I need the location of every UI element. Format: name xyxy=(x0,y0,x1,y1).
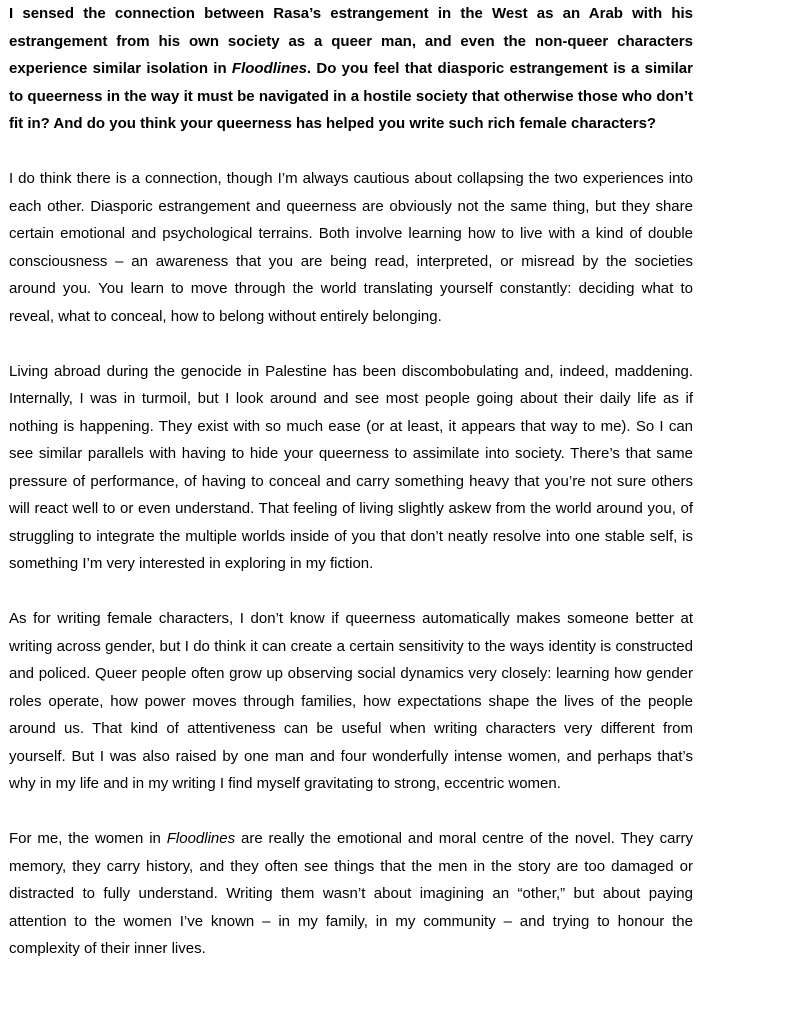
interview-question xyxy=(9,0,693,138)
question-text-after-title: . Do you feel that diasporic estrangement is a similar to queerness in the way it must be navigated in a hostile society that otherwise those who don’t fit in? And do you think your queerness has helped you write such rich female characters? xyxy=(9,60,693,132)
answer-paragraph-2: Living abroad during the genocide in Palestine has been discombobulating and, indeed, maddening. Internally, I was in turmoil, but I look around and see most people going about their daily life as if nothing is happening. They exist with so much ease (or at least, it appears that way to me). So I can see similar parallels with having to hide your queerness to assimilate into society. There’s that same pressure of performance, of having to conceal and carry something heavy that you’re not sure others will react well to or even understand. That feeling of living slightly askew from the world around you, of struggling to integrate the multiple worlds inside of you that don’t neatly resolve into one stable self, is something I’m very interested in exploring in my fiction. xyxy=(9,362,693,572)
book-title-floodlines: Floodlines xyxy=(231,60,307,77)
answer4-text-after-title: are really the emotional and moral centre of the novel. They carry memory, they carry history, and they often see things that the men in the story are too damaged or distracted to fully understand. Writing them wasn’t about imagining an “other,” but about paying attention to the women I’ve known – in my family, in my community – and trying to honour the complexity of their inner lives. xyxy=(9,830,693,957)
book-title-floodlines: Floodlines xyxy=(166,830,236,847)
answer-paragraph-4 xyxy=(9,825,693,963)
answer4-text-before-title: For me, the women in xyxy=(9,830,167,847)
answer-paragraph-1: I do think there is a connection, though I’m always cautious about collapsing the two experiences into each other. Diasporic estrangement and queerness are obviously not the same thing, but they share certain emotional and psychological terrains. Both involve learning how to live with a kind of double consciousness – an awareness that you are being read, interpreted, or misread by the societies around you. You learn to move through the world translating yourself constantly: deciding what to reveal, what to conceal, how to belong without entirely belonging. xyxy=(9,170,693,325)
answer-paragraph-3: As for writing female characters, I don’t know if queerness automatically makes someone better at writing across gender, but I do think it can create a certain sensitivity to the ways identity is constructed and policed. Queer people often grow up observing social dynamics very closely: learning how gender roles operate, how power moves through families, how expectations shape the lives of the people around us. That kind of attentiveness can be useful when writing characters very different from yourself. But I was also raised by one man and four wonderfully intense women, and perhaps that’s why in my life and in my writing I find myself gravitating to strong, eccentric women. xyxy=(9,610,693,792)
question-text-before-title: I sensed the connection between Rasa’s estrangement in the West as an Arab with his estrangement from his own society as a queer man, and even the non-queer characters experience similar isolation in xyxy=(9,5,693,77)
